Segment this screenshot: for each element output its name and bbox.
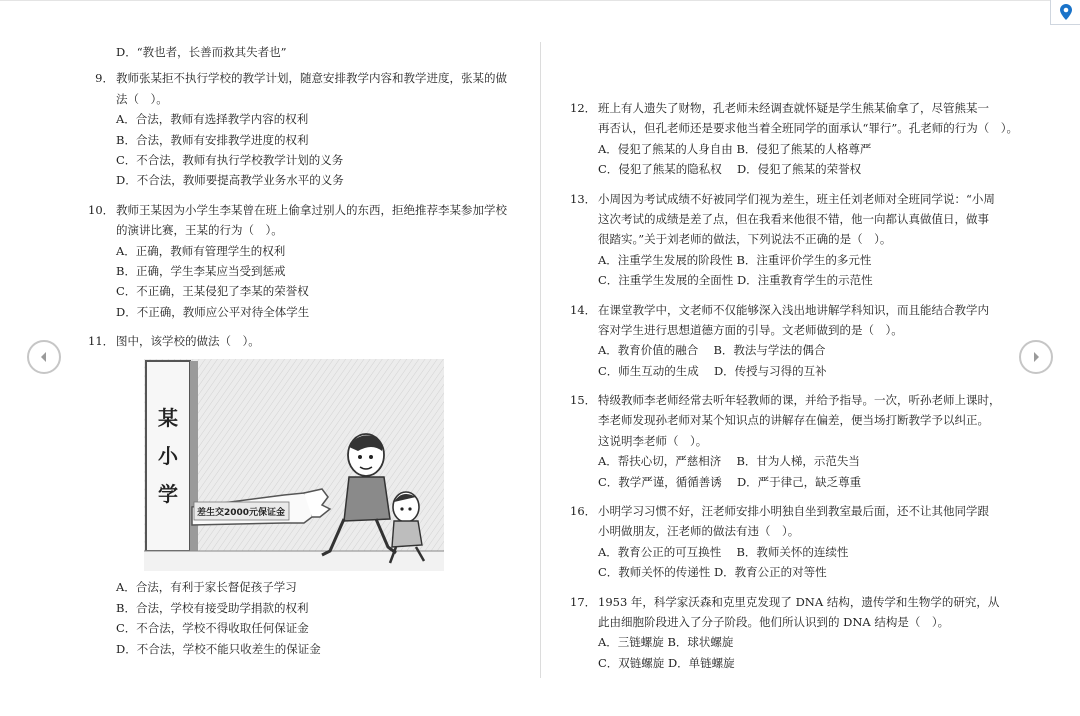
prev-page-button[interactable] (27, 340, 61, 374)
option-a: A．合法，教师有选择教学内容的权利 (116, 112, 309, 127)
options-ab: A．三链螺旋 B．球状螺旋 (598, 635, 734, 650)
question-16 (570, 501, 1000, 583)
question-stem: 特级教师李老师经常去听年轻教师的课，并给予指导。一次，听孙老师上课时， (598, 393, 1001, 408)
question-stem-cont: 这次考试的成绩是差了点，但在我看来他很不错，他一向都认真做值日，做事 (598, 211, 989, 226)
map-pin-icon (1060, 4, 1072, 20)
question-stem: 班上有人遗失了财物，孔老师未经调查就怀疑是学生熊某偷拿了，尽管熊某一 (598, 101, 989, 115)
options-ab: A．侵犯了熊某的人身自由 B．侵犯了熊某的人格尊严 (598, 141, 872, 156)
column-divider (540, 42, 541, 678)
question-stem: 在课堂教学中，文老师不仅能够深入浅出地讲解学科知识，而且能结合教学内 (598, 302, 989, 317)
question-stem-cont: 此由细胞阶段进入了分子阶段。他们所认识到的 DNA 结构是（ ）。 (598, 614, 950, 629)
question-stem: 1953 年，科学家沃森和克里克发现了 DNA 结构，遗传学和生物学的研究，从 (598, 594, 1000, 609)
question-stem-cont: 很踏实。”关于刘老师的做法，下列说法不正确的是（ ）。 (598, 232, 892, 247)
question-stem-cont: 小明做朋友，汪老师的做法有违（ ）。 (598, 524, 800, 539)
school-name-char-2: 小 (158, 444, 178, 469)
chevron-left-icon (38, 351, 50, 363)
options-cd: C．双链螺旋 D．单链螺旋 (598, 655, 735, 670)
school-name-char-3: 学 (158, 482, 178, 507)
option-d: D．不合法，学校不能只收差生的保证金 (116, 641, 321, 656)
options-ab: A．注重学生发展的阶段性 B．注重评价学生的多元性 (598, 252, 872, 267)
option-c: C．不合法，教师有执行学校教学计划的义务 (116, 152, 344, 167)
option-b: B．合法，学校有接受助学捐款的权利 (116, 600, 309, 615)
options-cd: C．教师关怀的传递性 D．教育公正的对等性 (598, 565, 827, 580)
options-ab: A．帮扶心切，严慈相济 B．甘为人梯，示范失当 (598, 454, 860, 469)
options-cd: C．教学严谨，循循善诱 D．严于律己，缺乏尊重 (598, 474, 862, 489)
options-cd: C．侵犯了熊某的隐私权 D．侵犯了熊某的荣誉权 (598, 162, 862, 177)
options-cd: C．注重学生发展的全面性 D．注重教育学生的示范性 (598, 273, 873, 288)
left-column (88, 42, 518, 659)
question-number: 9． (95, 71, 114, 86)
option-a: A．正确，教师有管理学生的权利 (116, 243, 286, 258)
question-number: 16． (570, 504, 597, 519)
q8-option-d: D．“教也者，长善而救其失者也” (116, 45, 287, 59)
option-c: C．不正确，王某侵犯了李某的荣誉权 (116, 284, 309, 299)
question-stem-cont: 法（ ）。 (116, 91, 168, 106)
question-stem: 小明学习习惯不好，汪老师安排小明独自坐到教室最后面，还不让其他同学跟 (598, 504, 989, 519)
option-a: A．合法，有利于家长督促孩子学习 (116, 580, 297, 595)
question-number: 12． (570, 101, 597, 115)
question-9 (88, 68, 518, 190)
question-stem: 教师张某拒不执行学校的教学计划，随意安排教学内容和教学进度，张某的做 (116, 71, 507, 86)
question-number: 13． (570, 191, 597, 206)
question-number: 10． (88, 202, 115, 217)
option-c: C．不合法，学校不得收取任何保证金 (116, 621, 309, 636)
question-stem-cont: 这说明李老师（ ）。 (598, 433, 708, 448)
question-17 (570, 592, 1000, 674)
next-page-button[interactable] (1019, 340, 1053, 374)
question-stem: 教师王某因为小学生李某曾在班上偷拿过别人的东西，拒绝推荐李某参加学校 (116, 202, 507, 217)
question-stem-cont: 李老师发现孙老师对某个知识点的讲解存在偏差，便当场打断教学予以纠正。 (598, 413, 989, 428)
question-stem: 图中，该学校的做法（ ）。 (116, 334, 260, 349)
question-11 (88, 331, 518, 659)
question-10 (88, 200, 518, 322)
option-d: D．不合法，教师要提高教学业务水平的义务 (116, 173, 344, 188)
question-13 (570, 189, 1000, 291)
question-stem-cont: 容对学生进行思想道德方面的引导。文老师做到的是（ ）。 (598, 322, 903, 337)
options-cd: C．师生互动的生成 D．传授与习得的互补 (598, 363, 827, 378)
banner-text: 差生交2000元保证金 (196, 508, 286, 519)
options-ab: A．教育公正的可互换性 B．教师关怀的连续性 (598, 544, 849, 559)
question-stem-cont: 的演讲比赛，王某的行为（ ）。 (116, 223, 283, 238)
right-column (570, 98, 1019, 673)
options-ab: A．教育价值的融合 B．教法与学法的偶合 (598, 343, 826, 358)
cartoon-illustration (144, 359, 444, 571)
option-d: D．不正确，教师应公平对待全体学生 (116, 304, 310, 319)
option-b: B．合法，教师有安排教学进度的权利 (116, 132, 309, 147)
question-number: 14． (570, 302, 597, 317)
question-12 (570, 98, 1019, 180)
question-14 (570, 300, 1000, 382)
top-border (0, 0, 1080, 1)
chevron-right-icon (1030, 351, 1042, 363)
option-b: B．正确，学生李某应当受到惩戒 (116, 263, 286, 278)
question-number: 11． (88, 334, 115, 349)
question-15 (570, 390, 1000, 492)
school-name-char-1: 某 (158, 406, 178, 431)
location-button[interactable] (1050, 0, 1080, 25)
question-stem: 小周因为考试成绩不好被同学们视为差生，班主任刘老师对全班同学说：“小周 (598, 191, 995, 206)
question-number: 17． (570, 594, 597, 609)
question-number: 15． (570, 393, 597, 408)
question-stem-cont: 再否认，但孔老师还是要求他当着全班同学的面承认“罪行”。孔老师的行为（ ）。 (598, 121, 1019, 136)
